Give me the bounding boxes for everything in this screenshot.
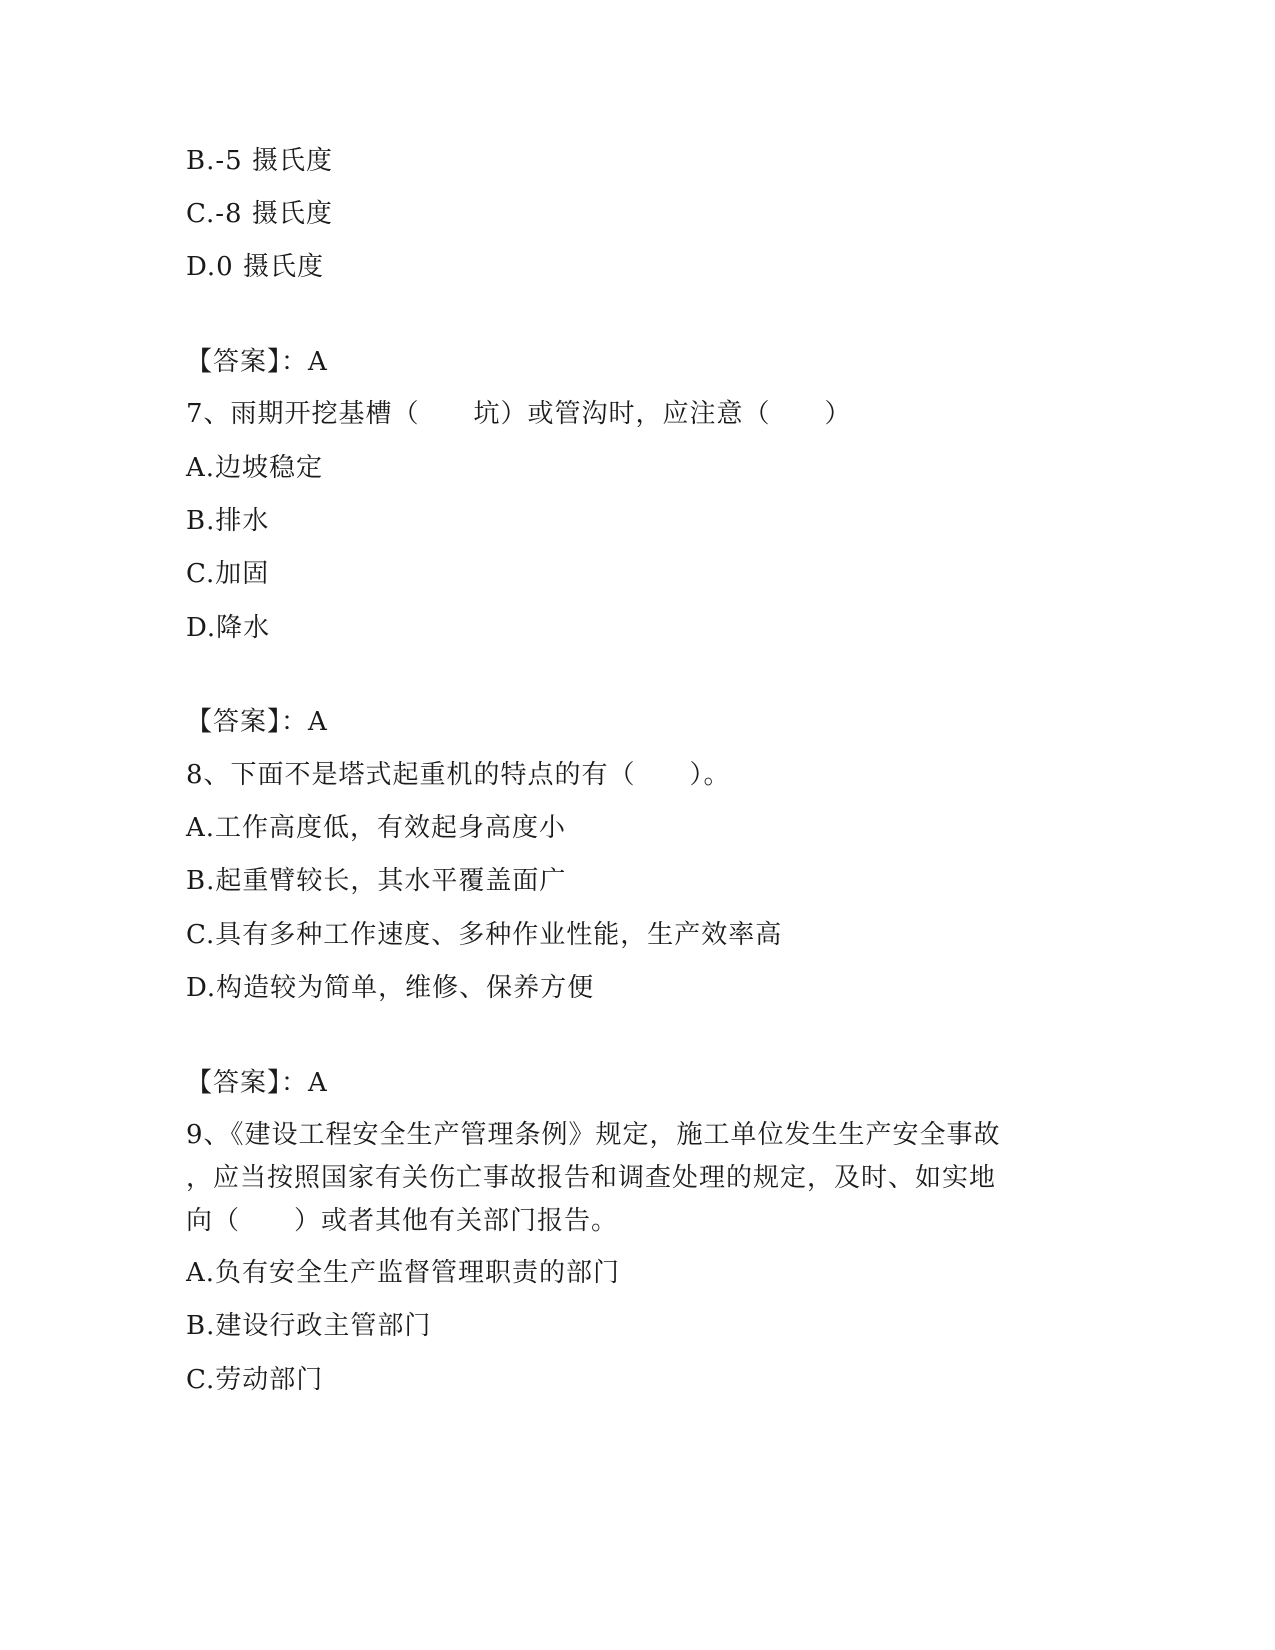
- q8-option-d: D.构造较为简单，维修、保养方便: [186, 973, 595, 1003]
- q7-option-a: A.边坡稳定: [186, 453, 324, 483]
- q6-option-b: B.-5 摄氏度: [186, 146, 333, 176]
- q6-option-d: D.0 摄氏度: [186, 252, 324, 282]
- q6-option-c: C.-8 摄氏度: [186, 199, 333, 229]
- q7-option-b: B.排水: [186, 506, 270, 536]
- q9-question: [186, 1114, 1086, 1243]
- q9-question-line-1: 9、《建设工程安全生产管理条例》规定，施工单位发生生产安全事故: [186, 1120, 1001, 1150]
- q7-answer: 【答案】：A: [186, 707, 328, 737]
- q7-question: 7、雨期开挖基槽（ 坑）或管沟时，应注意（ ）: [186, 399, 852, 429]
- q7-option-c: C.加固: [186, 559, 270, 589]
- q7-option-d: D.降水: [186, 613, 271, 643]
- q8-question: 8、下面不是塔式起重机的特点的有（ ）。: [186, 760, 731, 790]
- q9-option-b: B.建设行政主管部门: [186, 1311, 432, 1341]
- q8-option-c: C.具有多种工作速度、多种作业性能，生产效率高: [186, 920, 783, 950]
- q8-answer: 【答案】：A: [186, 1068, 328, 1098]
- q9-question-line-2: ，应当按照国家有关伤亡事故报告和调查处理的规定，及时、如实地: [186, 1163, 997, 1193]
- q6-answer: 【答案】：A: [186, 347, 328, 377]
- q8-option-b: B.起重臂较长，其水平覆盖面广: [186, 866, 567, 896]
- q9-option-c: C.劳动部门: [186, 1365, 324, 1395]
- q9-option-a: A.负有安全生产监督管理职责的部门: [186, 1258, 621, 1288]
- q8-option-a: A.工作高度低，有效起身高度小: [186, 813, 567, 843]
- q9-question-line-3: 向（ ）或者其他有关部门报告。: [186, 1206, 619, 1236]
